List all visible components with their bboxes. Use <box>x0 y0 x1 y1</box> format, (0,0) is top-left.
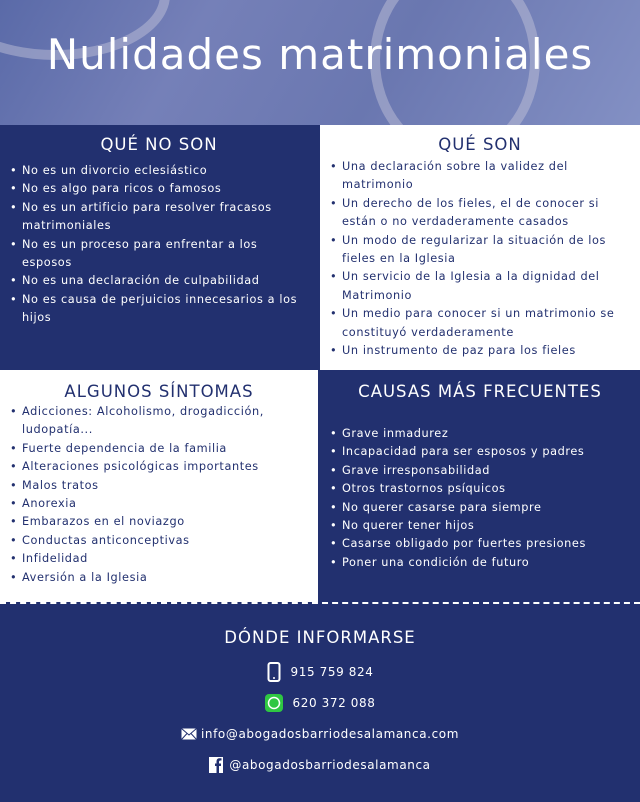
list-item: • Alteraciones psicológicas importantes <box>8 458 310 476</box>
list-item: • No es un divorcio eclesiástico <box>8 162 310 180</box>
whatsapp-icon <box>265 694 283 712</box>
list-item: • No es algo para ricos o famosos <box>8 180 310 198</box>
list-item: • Grave inmadurez <box>328 425 632 443</box>
list-item: • Fuerte dependencia de la familia <box>8 440 310 458</box>
facebook-link[interactable]: @abogadosbarriodesalamanca <box>229 758 431 772</box>
list-item: • Un servicio de la Iglesia a la dignidad del Matrimonio <box>328 268 632 305</box>
list-item: • Casarse obligado por fuertes presiones <box>328 535 632 553</box>
list-item: • Adicciones: Alcoholismo, drogadicción, ludopatía... <box>8 403 310 440</box>
list-item: • No querer tener hijos <box>328 517 632 535</box>
list-item: • Un instrumento de paz para los fieles <box>328 342 632 360</box>
list-item: • Un medio para conocer si un matrimonio se constituyó verdaderamente <box>328 305 632 342</box>
list-item: • Una declaración sobre la validez del matrimonio <box>328 158 632 195</box>
section-title: ALGUNOS SÍNTOMAS <box>64 382 254 401</box>
list-item: • Incapacidad para ser esposos y padres <box>328 443 632 461</box>
email-link[interactable]: info@abogadosbarriodesalamanca.com <box>200 727 460 741</box>
list-item: • Grave irresponsabilidad <box>328 462 632 480</box>
list-item: • No es un proceso para enfrentar a los esposos <box>8 236 310 273</box>
list-item: • No es causa de perjuicios innecesarios a los hijos <box>8 291 310 328</box>
list-item: • Conductas anticonceptivas <box>8 532 310 550</box>
list-item: • Embarazos en el noviazgo <box>8 513 310 531</box>
list-item: • Infidelidad <box>8 550 310 568</box>
page-title: Nulidades matrimoniales <box>46 30 594 79</box>
phone-number[interactable]: 915 759 824 <box>290 665 374 679</box>
list-item: • Malos tratos <box>8 477 310 495</box>
section-causas <box>320 370 640 602</box>
section-title: CAUSAS MÁS FRECUENTES <box>358 382 602 401</box>
phone-row <box>0 657 640 687</box>
section-sintomas <box>0 370 318 602</box>
header-banner <box>0 0 640 125</box>
section-title: QUÉ NO SON <box>100 135 218 154</box>
section-que-no-son <box>0 125 318 370</box>
envelope-icon <box>181 728 197 740</box>
facebook-icon <box>209 757 223 773</box>
mobile-phone-icon <box>267 662 281 682</box>
dashed-divider <box>0 602 640 604</box>
list-item: • No querer casarse para siempre <box>328 499 632 517</box>
list-item: • Aversión a la Iglesia <box>8 569 310 587</box>
list-item: • No es una declaración de culpabilidad <box>8 272 310 290</box>
whatsapp-row <box>0 688 640 718</box>
list-item: • Un modo de regularizar la situación de los fieles en la Iglesia <box>328 232 632 269</box>
list-item: • Otros trastornos psíquicos <box>328 480 632 498</box>
contact-title: DÓNDE INFORMARSE <box>224 628 416 647</box>
whatsapp-number[interactable]: 620 372 088 <box>292 696 376 710</box>
email-row <box>0 719 640 749</box>
list-item: • Anorexia <box>8 495 310 513</box>
section-title: QUÉ SON <box>438 135 522 154</box>
list-item: • Poner una condición de futuro <box>328 554 632 572</box>
list-item: • No es un artificio para resolver fracasos matrimoniales <box>8 199 310 236</box>
list-item: • Un derecho de los fieles, el de conocer si están o no verdaderamente casados <box>328 195 632 232</box>
facebook-row <box>0 750 640 780</box>
contact-section <box>0 610 640 780</box>
section-que-son <box>320 125 640 370</box>
